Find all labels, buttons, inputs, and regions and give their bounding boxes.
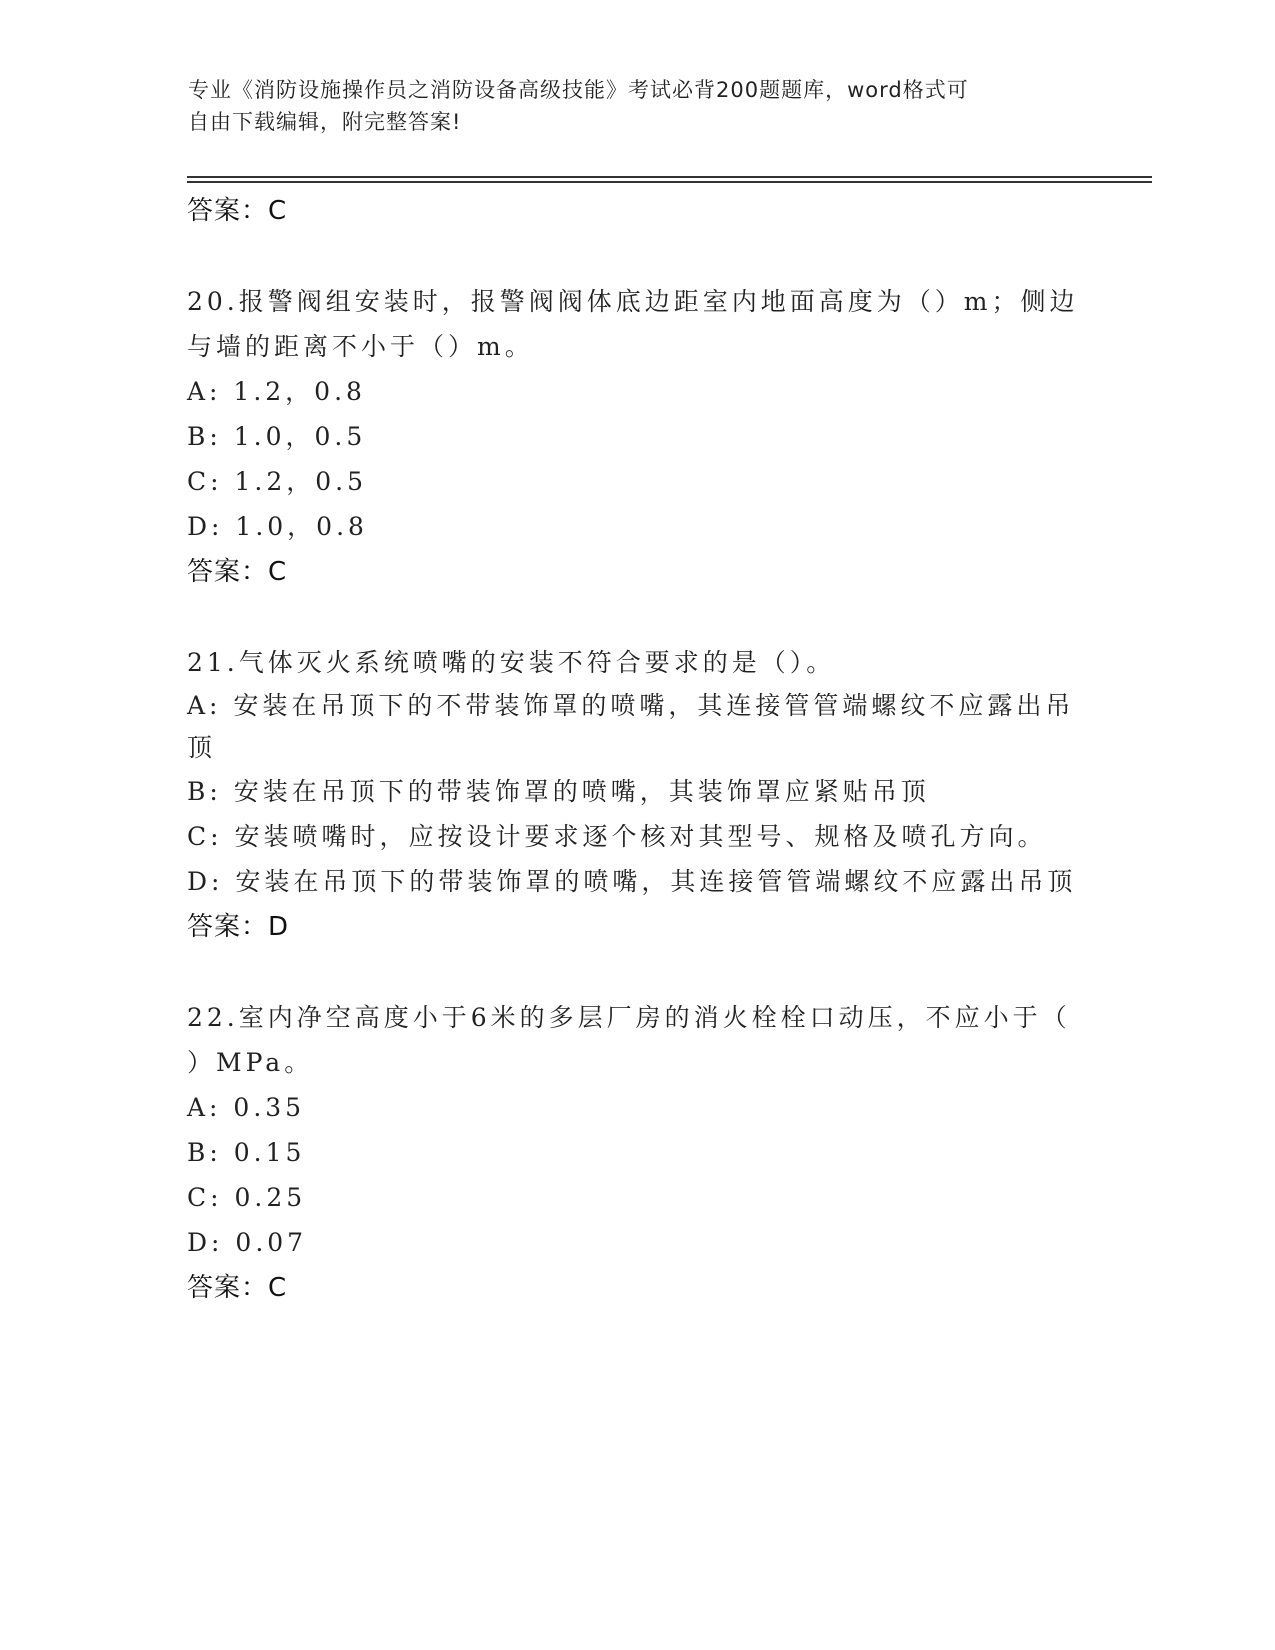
option-a: A: 1.2，0.8 xyxy=(187,377,366,406)
question-block-21 xyxy=(187,640,1087,950)
header-line-2: 自由下载编辑，附完整答案! xyxy=(188,110,462,134)
option-b: B: 0.15 xyxy=(187,1138,306,1167)
header-line-1: 专业《消防设施操作员之消防设备高级技能》考试必背200题题库，word格式可 xyxy=(188,78,969,102)
document-body xyxy=(187,188,1087,1311)
option-a: A: 安装在吊顶下的不带装饰罩的喷嘴，其连接管管端螺纹不应露出吊顶 xyxy=(187,691,1075,762)
header-divider-bottom xyxy=(187,181,1152,183)
question-text: 21.气体灭火系统喷嘴的安装不符合要求的是（）。 xyxy=(187,648,836,677)
answer-line: 答案：C xyxy=(187,196,288,226)
question-text: 20.报警阀组安装时，报警阀阀体底边距室内地面高度为（）m；侧边 xyxy=(187,287,1079,316)
question-text-continued: ）MPa。 xyxy=(187,1048,314,1077)
answer-line: 答案：C xyxy=(187,1273,288,1303)
question-text: 22.室内净空高度小于6米的多层厂房的消火栓栓口动压，不应小于（ xyxy=(187,1003,1071,1032)
answer-line: 答案：D xyxy=(187,912,290,942)
option-b: B: 1.0，0.5 xyxy=(187,422,367,451)
option-c: C: 1.2，0.5 xyxy=(187,467,368,496)
question-block-20 xyxy=(187,279,1087,595)
option-d: D: 0.07 xyxy=(187,1228,308,1257)
option-d: D: 1.0，0.8 xyxy=(187,512,368,541)
option-b: B: 安装在吊顶下的带装饰罩的喷嘴，其装饰罩应紧贴吊顶 xyxy=(187,777,930,806)
option-c: C: 安装喷嘴时，应按设计要求逐个核对其型号、规格及喷孔方向。 xyxy=(187,822,1047,851)
option-a: A: 0.35 xyxy=(187,1093,306,1122)
option-d: D: 安装在吊顶下的带装饰罩的喷嘴，其连接管管端螺纹不应露出吊顶 xyxy=(187,867,1077,896)
option-c: C: 0.25 xyxy=(187,1183,307,1212)
answer-line: 答案：C xyxy=(187,557,288,587)
document-header xyxy=(188,74,1068,138)
question-block-22 xyxy=(187,995,1087,1311)
question-text-continued: 与墙的距离不小于（）m。 xyxy=(187,332,534,361)
header-divider-top xyxy=(187,176,1152,178)
